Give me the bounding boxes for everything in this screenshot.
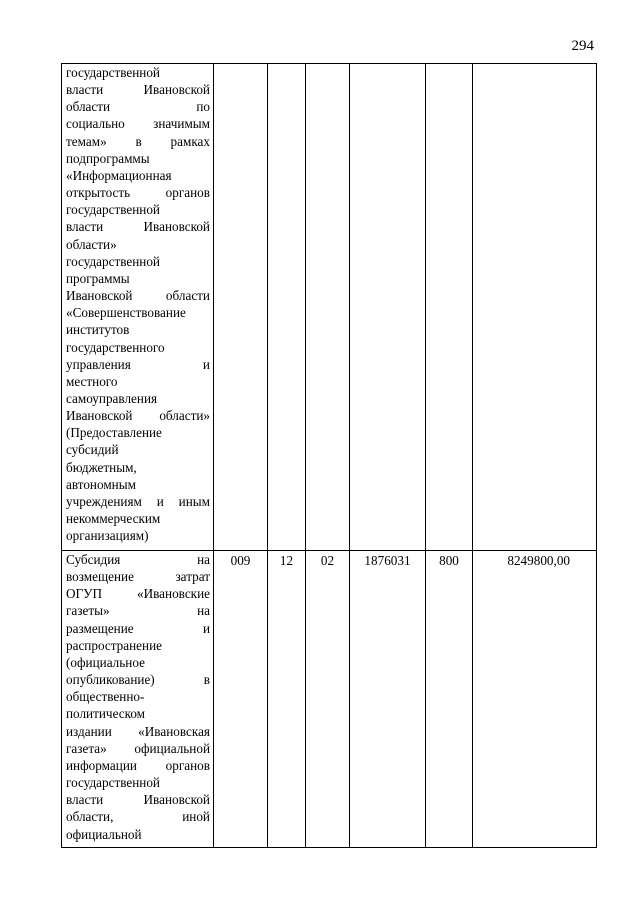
description-line: власти Ивановской xyxy=(66,82,210,98)
description-line: официальной xyxy=(66,826,142,842)
description-line: организациям) xyxy=(66,528,149,544)
description-line: области» xyxy=(66,236,117,252)
subsection-code-cell: 02 xyxy=(306,551,350,848)
description-line: общественно- xyxy=(66,689,145,705)
description-line: (официальное xyxy=(66,654,145,670)
description-line: автономным xyxy=(66,476,136,492)
description-line: государственной xyxy=(66,253,160,269)
description-line: власти Ивановской xyxy=(66,792,210,808)
description-line: программы xyxy=(66,270,130,286)
table-row xyxy=(62,551,597,848)
description-line: Субсидия на xyxy=(66,552,210,567)
section-code-cell xyxy=(268,64,306,551)
amount-cell: 8249800,00 xyxy=(473,551,597,848)
description-line: газеты» на xyxy=(66,603,210,619)
description-cell xyxy=(62,551,214,848)
page-number: 294 xyxy=(571,38,594,54)
section-code-cell: 12 xyxy=(268,551,306,848)
description-line: управления и xyxy=(66,356,210,372)
description-line: местного xyxy=(66,373,118,389)
description-line: возмещение затрат xyxy=(66,569,210,585)
expense-type-cell: 800 xyxy=(426,551,473,848)
description-line: опубликование) в xyxy=(66,672,210,688)
description-line: «Информационная xyxy=(66,167,172,183)
description-line: распространение xyxy=(66,637,162,653)
description-line: учреждениям и иным xyxy=(66,493,210,509)
target-article-cell xyxy=(350,64,426,551)
description-line: газета» официальной xyxy=(66,740,210,756)
description-line: информации органов xyxy=(66,757,210,773)
description-line: институтов xyxy=(66,322,130,338)
description-line: подпрограммы xyxy=(66,150,150,166)
amount-cell xyxy=(473,64,597,551)
description-line: размещение и xyxy=(66,620,210,636)
description-line: области, иной xyxy=(66,809,210,825)
description-line: государственной xyxy=(66,65,160,80)
target-article-cell: 1876031 xyxy=(350,551,426,848)
ministry-code-cell xyxy=(214,64,268,551)
description-line: «Совершенствование xyxy=(66,305,186,321)
expense-type-cell xyxy=(426,64,473,551)
description-line: самоуправления xyxy=(66,390,158,406)
description-line: бюджетным, xyxy=(66,459,137,475)
description-line: (Предоставление xyxy=(66,425,162,441)
description-line: Ивановской области xyxy=(66,288,210,304)
description-line: государственного xyxy=(66,339,165,355)
description-line: области по xyxy=(66,99,210,115)
description-line: издании «Ивановская xyxy=(66,723,210,739)
ministry-code-cell: 009 xyxy=(214,551,268,848)
description-line: Ивановской области» xyxy=(66,408,210,424)
description-line: субсидий xyxy=(66,442,119,458)
subsection-code-cell xyxy=(306,64,350,551)
description-line: политическом xyxy=(66,706,146,722)
description-line: некоммерческим xyxy=(66,511,161,527)
description-line: ОГУП «Ивановские xyxy=(66,586,210,602)
table-row xyxy=(62,64,597,551)
description-line: темам» в рамках xyxy=(66,133,210,149)
budget-table xyxy=(61,63,597,848)
description-line: социально значимым xyxy=(66,116,210,132)
description-line: государственной xyxy=(66,202,160,218)
description-line: открытость органов xyxy=(66,185,210,201)
description-line: власти Ивановской xyxy=(66,219,210,235)
description-line: государственной xyxy=(66,775,160,791)
description-cell xyxy=(62,64,214,551)
